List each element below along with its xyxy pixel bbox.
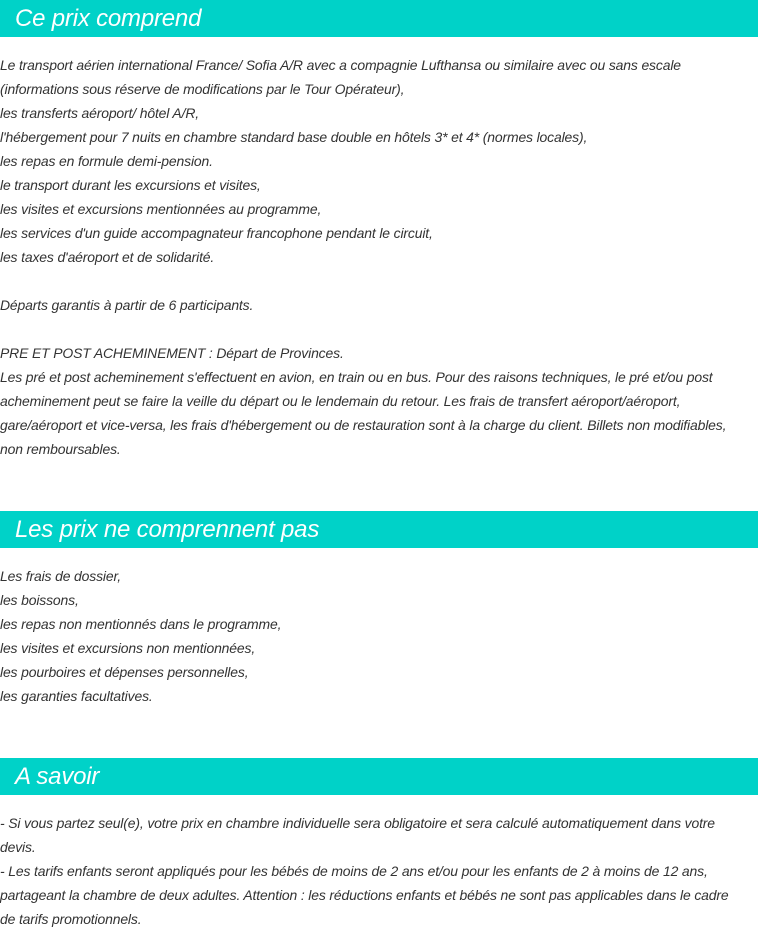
section-header-ce-prix-comprend: [0, 0, 758, 37]
note-line: PRE ET POST ACHEMINEMENT : Départ de Provinces.: [0, 345, 344, 361]
excluded-item: les pourboires et dépenses personnelles,: [0, 664, 249, 680]
note-line: acheminement peut se faire la veille du départ ou le lendemain du retour. Les frais de transfert aéroport/aéroport,: [0, 393, 681, 409]
excluded-item: les repas non mentionnés dans le programme,: [0, 616, 282, 632]
note-line: Les pré et post acheminement s'effectuent en avion, en train ou en bus. Pour des raisons techniques, le pré et/ou post: [0, 369, 713, 385]
excluded-item: les garanties facultatives.: [0, 688, 153, 704]
included-item: les transferts aéroport/ hôtel A/R,: [0, 105, 199, 121]
excluded-item: les visites et excursions non mentionnées,: [0, 640, 256, 656]
info-line: - Si vous partez seul(e), votre prix en chambre individuelle sera obligatoire et sera calculé automatiquement dans votre: [0, 815, 715, 831]
section-title: Les prix ne comprennent pas: [15, 516, 320, 543]
included-item: Le transport aérien international France/ Sofia A/R avec a compagnie Lufthansa ou similaire avec ou sans escale: [0, 57, 681, 73]
section-title: Ce prix comprend: [15, 5, 202, 32]
note-line: Départs garantis à partir de 6 participants.: [0, 297, 254, 313]
included-item: les taxes d'aéroport et de solidarité.: [0, 249, 215, 265]
info-line: de tarifs promotionnels.: [0, 911, 142, 927]
included-item: (informations sous réserve de modifications par le Tour Opérateur),: [0, 81, 405, 97]
pre-post-routing-note: [0, 341, 758, 461]
section-title: A savoir: [15, 763, 100, 790]
guaranteed-departures-note: [0, 293, 758, 317]
excluded-list: [0, 564, 758, 708]
section-header-les-prix-ne-comprennent-pas: [0, 511, 758, 548]
info-line: devis.: [0, 839, 36, 855]
included-item: les visites et excursions mentionnées au programme,: [0, 201, 322, 217]
included-item: le transport durant les excursions et visites,: [0, 177, 261, 193]
note-line: non remboursables.: [0, 441, 121, 457]
info-line: partageant la chambre de deux adultes. Attention : les réductions enfants et bébés ne sont pas applicables dans le cadre: [0, 887, 729, 903]
good-to-know-text: [0, 811, 758, 931]
included-item: les repas en formule demi-pension.: [0, 153, 213, 169]
included-item: l'hébergement pour 7 nuits en chambre standard base double en hôtels 3* et 4* (normes locales),: [0, 129, 588, 145]
section-header-a-savoir: [0, 758, 758, 795]
note-line: gare/aéroport et vice-versa, les frais d'hébergement ou de restauration sont à la charge du client. Billets non modifiables,: [0, 417, 727, 433]
excluded-item: les boissons,: [0, 592, 79, 608]
included-item: les services d'un guide accompagnateur francophone pendant le circuit,: [0, 225, 433, 241]
excluded-item: Les frais de dossier,: [0, 568, 121, 584]
info-line: - Les tarifs enfants seront appliqués pour les bébés de moins de 2 ans et/ou pour les enfants de 2 à moins de 12 ans,: [0, 863, 708, 879]
included-list: [0, 53, 758, 269]
